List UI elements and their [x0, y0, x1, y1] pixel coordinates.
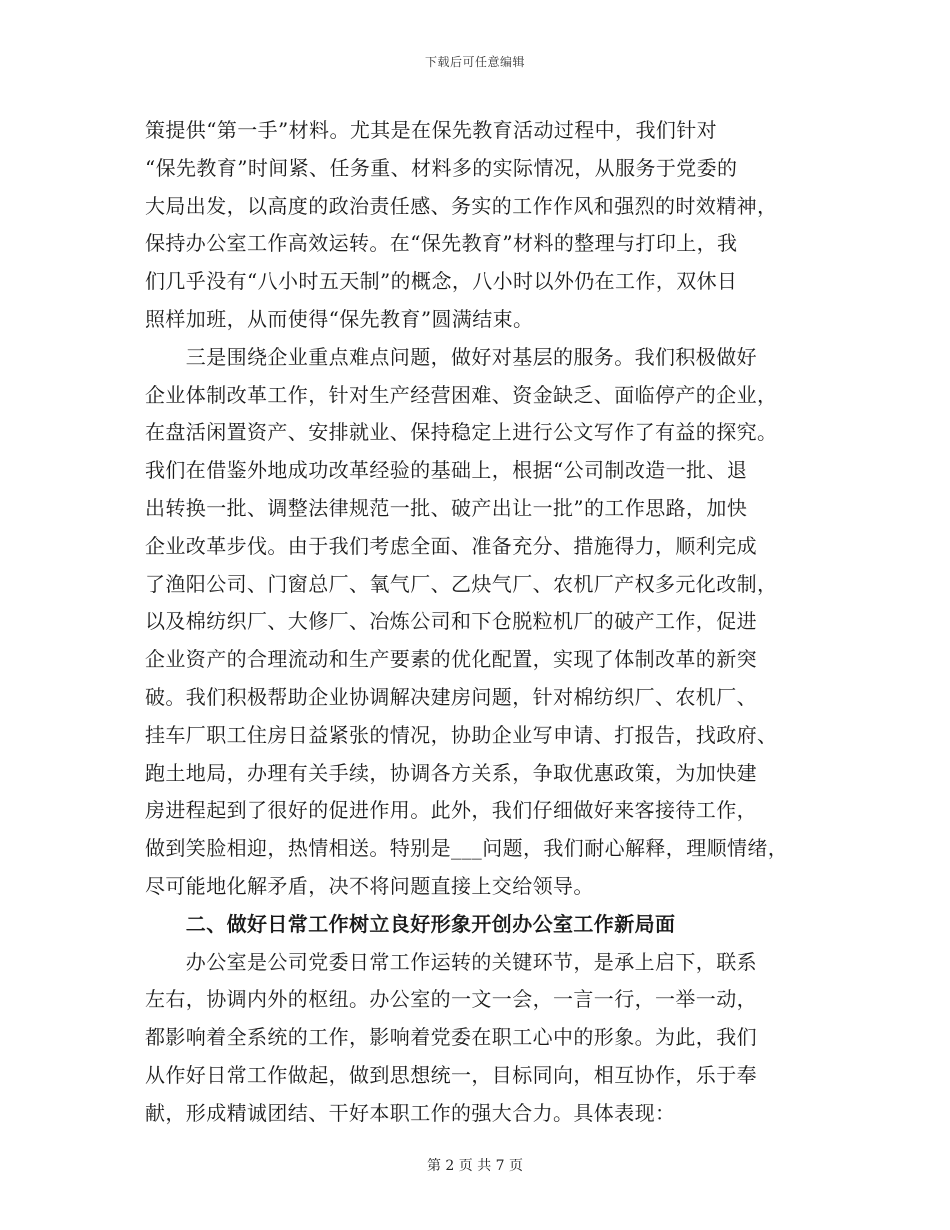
body-line: 出转换一批、调整法律规范一批、破产出让一批”的工作思路，加快	[145, 495, 748, 520]
document-body	[145, 112, 815, 1133]
body-line: 从作好日常工作做起，做到思想统一，目标同向，相互协作，乐于奉	[145, 1062, 757, 1087]
body-line: 们几乎没有“八小时五天制”的概念，八小时以外仍在工作，双休日	[145, 269, 738, 294]
body-line: 大局出发，以高度的政治责任感、务实的工作作风和强烈的时效精神，	[145, 193, 778, 218]
body-line: 保持办公室工作高效运转。在“保先教育”材料的整理与打印上，我	[145, 231, 738, 256]
body-line: 我们在借鉴外地成功改革经验的基础上，根据“公司制改造一批、退	[145, 458, 748, 483]
page-number: 第 2 页 共 7 页	[426, 1158, 524, 1174]
body-line: 了渔阳公司、门窗总厂、氧气厂、乙炔气厂、农机厂产权多元化改制，	[145, 571, 778, 596]
body-line: 左右，协调内外的枢纽。办公室的一文一会，一言一行，一举一动，	[145, 987, 757, 1012]
body-line: 破。我们积极帮助企业协调解决建房问题，针对棉纺织厂、农机厂、	[145, 684, 757, 709]
body-line: 尽可能地化解矛盾，决不将问题直接上交给领导。	[145, 873, 594, 898]
body-line: 在盘活闲置资产、安排就业、保持稳定上进行公文写作了有益的探究。	[145, 420, 778, 445]
body-line: 企业资产的合理流动和生产要素的优化配置，实现了体制改革的新突	[145, 647, 757, 672]
body-line: 都影响着全系统的工作，影响着党委在职工心中的形象。为此，我们	[145, 1025, 757, 1050]
body-line: 办公室是公司党委日常工作运转的关键环节，是承上启下，联系	[145, 949, 757, 974]
body-line: 策提供“第一手”材料。尤其是在保先教育活动过程中，我们针对	[145, 118, 718, 142]
body-line: 企业体制改革工作，针对生产经营困难、资金缺乏、面临停产的企业，	[145, 382, 778, 407]
body-line: 三是围绕企业重点难点问题，做好对基层的服务。我们积极做好	[145, 344, 757, 369]
page-header-note: 下载后可任意编辑	[424, 55, 525, 69]
body-line: 以及棉纺织厂、大修厂、冶炼公司和下仓脱粒机厂的破产工作，促进	[145, 609, 757, 634]
body-line: “保先教育”时间紧、任务重、材料多的实际情况，从服务于党委的	[145, 155, 738, 180]
section-heading: 二、做好日常工作树立良好形象开创办公室工作新局面	[145, 911, 676, 936]
body-line: 企业改革步伐。由于我们考虑全面、准备充分、措施得力，顺利完成	[145, 533, 757, 558]
body-line: 挂车厂职工住房日益紧张的情况，协助企业写申请、打报告，找政府、	[145, 722, 778, 747]
body-line: 照样加班，从而使得“保先教育”圆满结束。	[145, 306, 534, 331]
body-line: 跑土地局，办理有关手续，协调各方关系，争取优惠政策，为加快建	[145, 760, 757, 785]
body-line: 献，形成精诚团结、干好本职工作的强大合力。具体表现：	[145, 1100, 676, 1125]
body-line: 房进程起到了很好的促进作用。此外，我们仔细做好来客接待工作，	[145, 798, 757, 823]
body-line: 做到笑脸相迎，热情相送。特别是___问题，我们耐心解释，理顺情绪，	[145, 836, 789, 861]
